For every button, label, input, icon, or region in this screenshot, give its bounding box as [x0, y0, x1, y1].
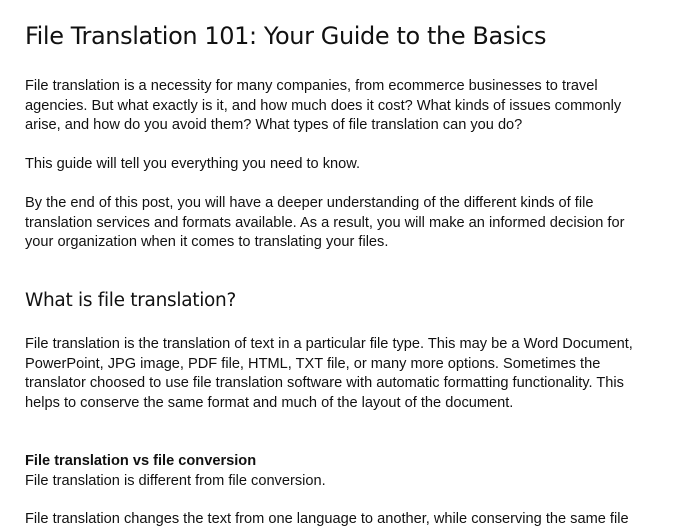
document-title: File Translation 101: Your Guide to the Basics [25, 22, 547, 50]
text-line: File translation is a necessity for many companies, from ecommerce businesses to travel [25, 78, 598, 94]
intro-paragraph-2 [25, 155, 685, 175]
text-line: File translation is different from file conversion. [25, 472, 326, 489]
intro-paragraph-1 [25, 77, 685, 136]
text-line: arise, and how do you avoid them? What types of file translation can you do? [25, 117, 523, 133]
section-heading: What is file translation? [25, 290, 236, 311]
subsection-paragraph [25, 510, 685, 530]
text-line: File translation is the translation of text in a particular file type. This may be a Word Document, [25, 336, 633, 352]
text-line: This guide will tell you everything you need to know. [25, 156, 361, 172]
section-paragraph [25, 335, 685, 413]
text-line: helps to conserve the same format and much of the layout of the document. [25, 394, 514, 411]
text-line: PowerPoint, JPG image, PDF file, HTML, TXT file, or many more options. Sometimes the [25, 355, 601, 372]
intro-paragraph-3 [25, 194, 685, 253]
text-line: your organization when it comes to translating your files. [25, 234, 389, 250]
text-line: agencies. But what exactly is it, and how much does it cost? What kinds of issues commonly [25, 97, 622, 114]
text-line: By the end of this post, you will have a deeper understanding of the different kinds of file [25, 195, 594, 211]
subsection-block [25, 452, 685, 491]
text-line: translation services and formats available. As a result, you will make an informed decision for [25, 214, 625, 231]
text-line: File translation changes the text from one language to another, while conserving the same file [25, 511, 629, 527]
subsection-heading: File translation vs file conversion [25, 453, 257, 469]
text-line: translator choosed to use file translation software with automatic formatting functionality. This [25, 375, 624, 391]
